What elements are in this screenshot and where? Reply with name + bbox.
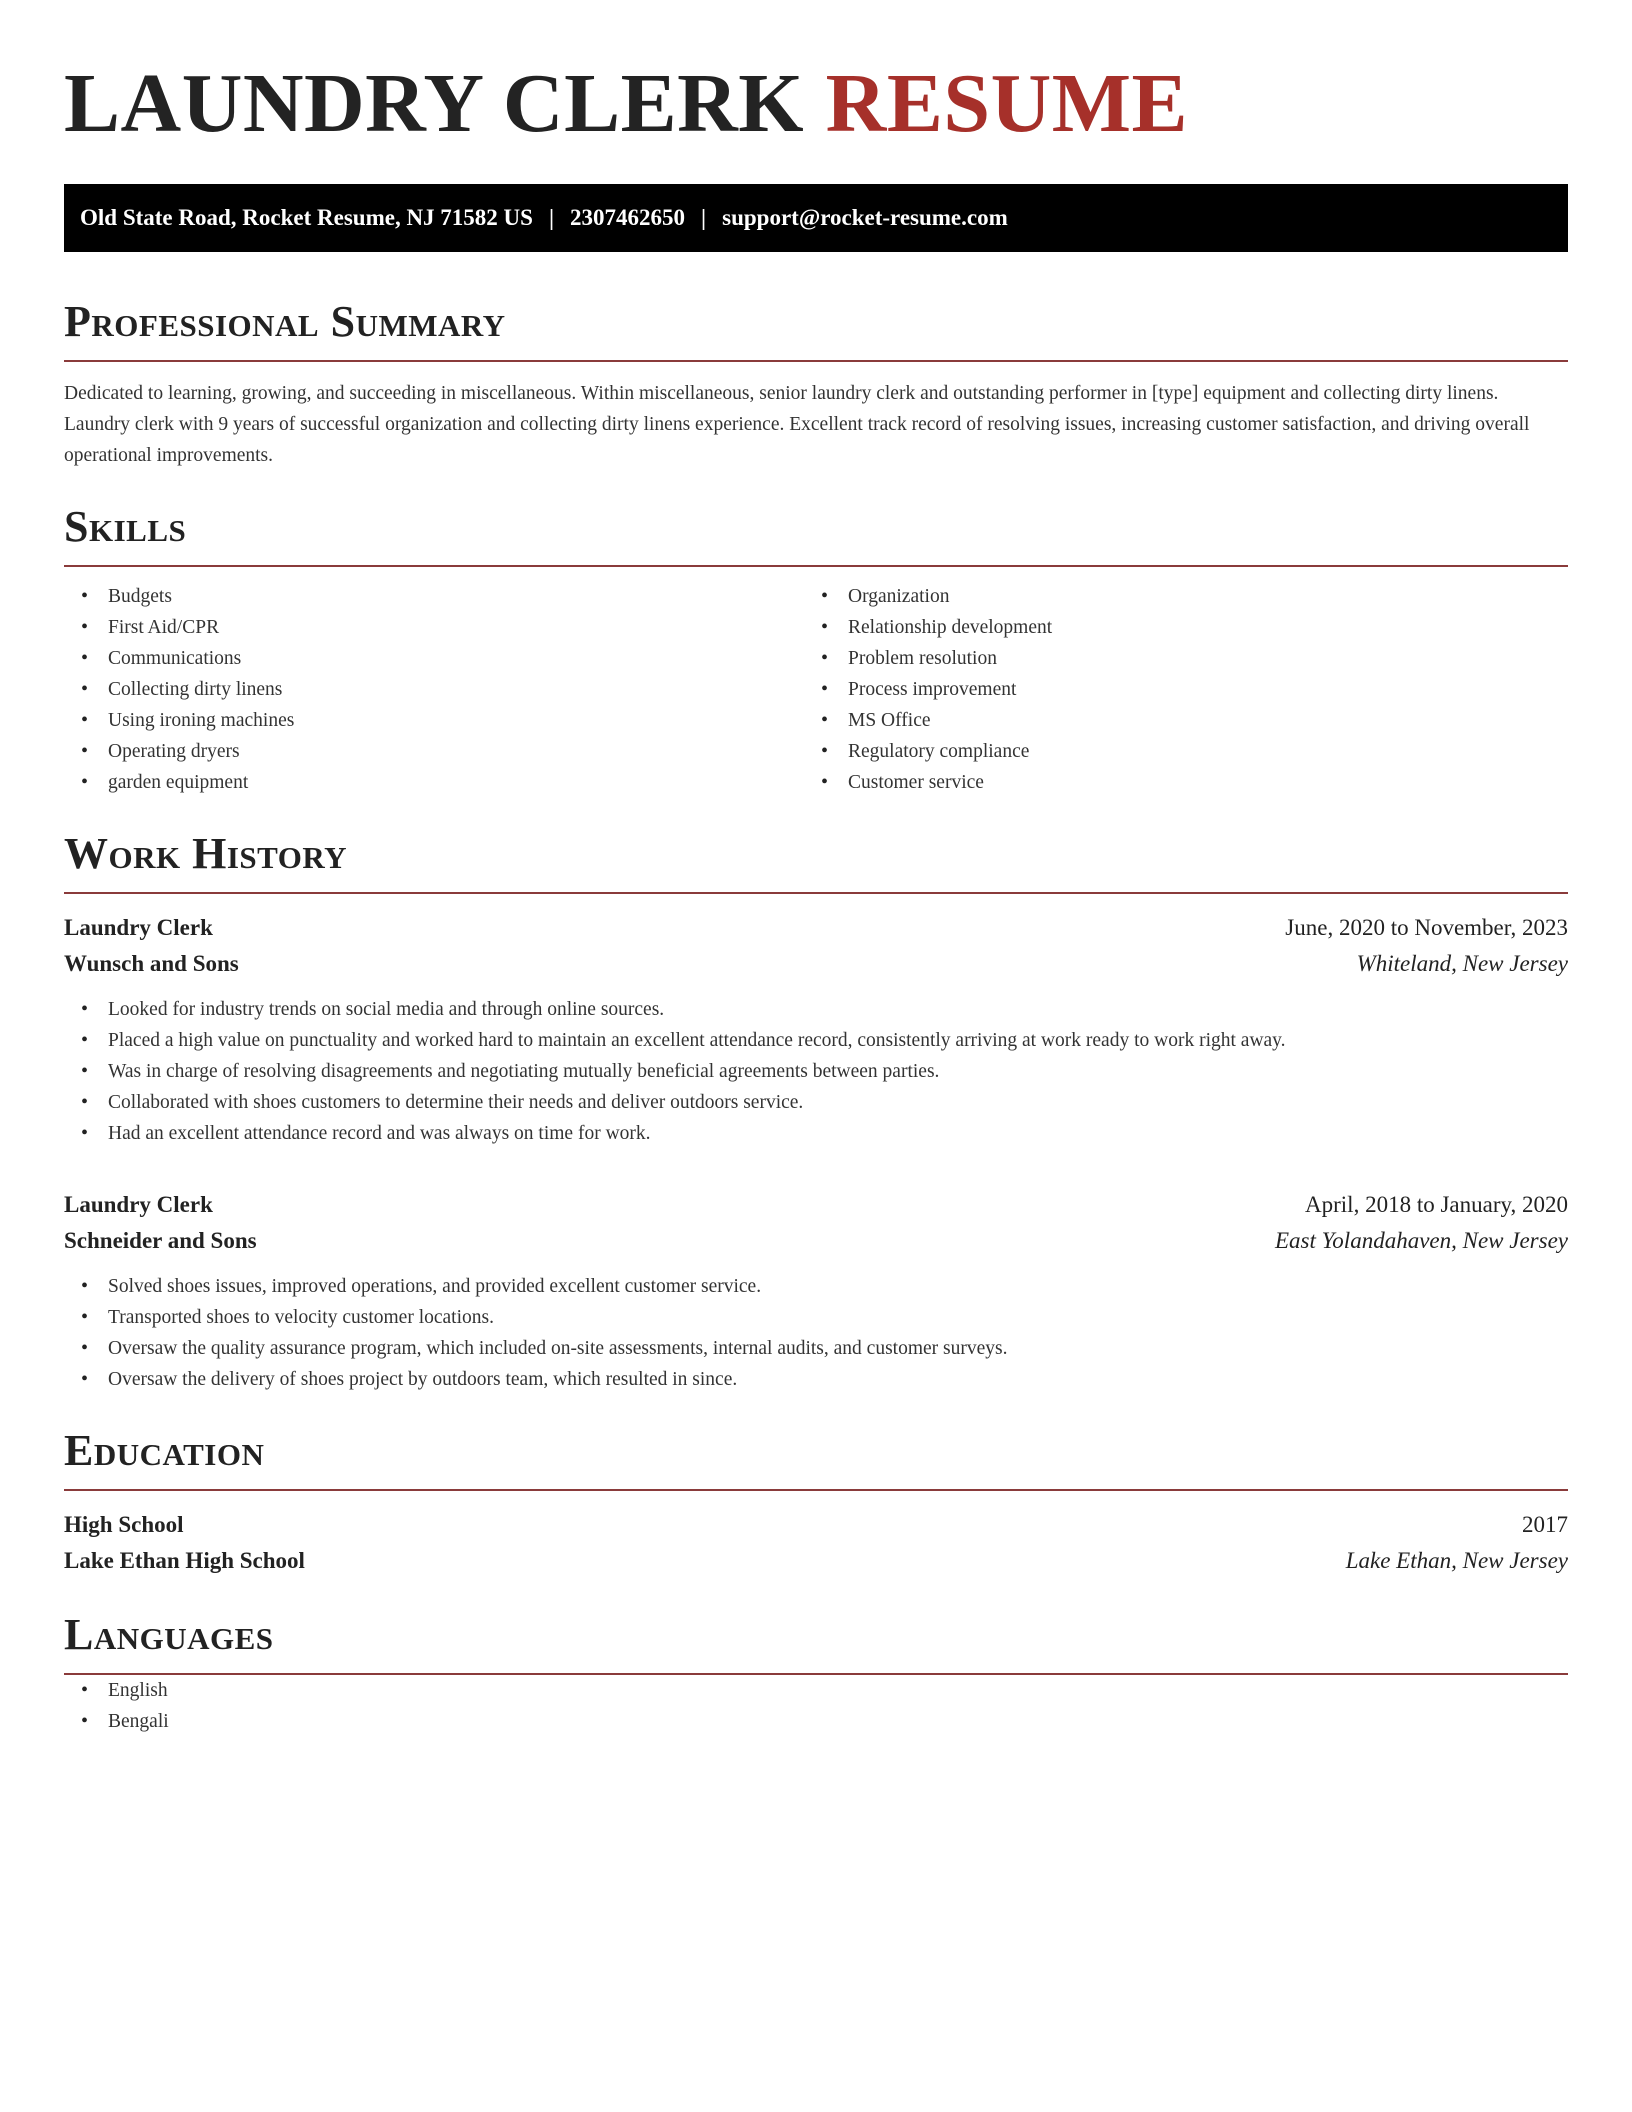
job-duties <box>64 1271 1568 1395</box>
job-duty: • Solved shoes issues, improved operations, and provided excellent customer service. <box>64 1271 1568 1302</box>
section-divider <box>64 565 1568 567</box>
summary-section <box>64 296 1568 471</box>
skill-item: • Customer service <box>804 767 1568 798</box>
job-dates: April, 2018 to January, 2020 <box>1305 1192 1568 1217</box>
skills-grid <box>64 581 1568 798</box>
skill-item: • Organization <box>804 581 1568 612</box>
job-dates: June, 2020 to November, 2023 <box>1285 915 1568 940</box>
job-title: Laundry Clerk <box>64 915 213 940</box>
work-history-heading: Work History <box>64 829 348 878</box>
skills-list-left <box>64 581 804 798</box>
contact-email: support@rocket-resume.com <box>722 205 1008 230</box>
languages-section <box>64 1609 1568 1737</box>
skill-item: • MS Office <box>804 705 1568 736</box>
skill-item: • First Aid/CPR <box>64 612 804 643</box>
job-entry <box>64 1187 1568 1395</box>
job-duties <box>64 994 1568 1149</box>
title-main: LAUNDRY CLERK <box>64 57 805 150</box>
skills-list-right <box>804 581 1568 798</box>
education-entry <box>64 1507 1568 1579</box>
job-duty: • Collaborated with shoes customers to determine their needs and deliver outdoors service. <box>64 1087 1568 1118</box>
summary-text: Dedicated to learning, growing, and succeeding in miscellaneous. Within miscellaneous, senior laundry clerk and outstanding performer in [type] equipment and collecting dirty linens. Laundry clerk with 9 years of successful organization and collecting dirty linens experience. Excellent track record of resolving issues, increasing customer satisfaction, and driving overall operational improvements. <box>64 383 1530 466</box>
job-title: Laundry Clerk <box>64 1192 213 1217</box>
job-duty: • Placed a high value on punctuality and worked hard to maintain an excellent attendance record, consistently arriving at work ready to work right away. <box>64 1025 1568 1056</box>
contact-separator: | <box>701 205 707 230</box>
skill-item: • Collecting dirty linens <box>64 674 804 705</box>
job-location: East Yolandahaven, New Jersey <box>1274 1228 1568 1253</box>
skill-item: • Process improvement <box>804 674 1568 705</box>
language-item: • Bengali <box>64 1706 1568 1737</box>
education-year: 2017 <box>1522 1512 1568 1537</box>
skill-item: • garden equipment <box>64 767 804 798</box>
job-company: Schneider and Sons <box>64 1228 257 1253</box>
contact-phone: 2307462650 <box>570 205 686 230</box>
job-duty: • Oversaw the delivery of shoes project by outdoors team, which resulted in since. <box>64 1364 1568 1395</box>
education-section <box>64 1425 1568 1579</box>
job-duty: • Had an excellent attendance record and was always on time for work. <box>64 1118 1568 1149</box>
section-divider <box>64 892 1568 894</box>
skill-item: • Using ironing machines <box>64 705 804 736</box>
summary-heading: Professional Summary <box>64 297 506 346</box>
skill-item: • Regulatory compliance <box>804 736 1568 767</box>
job-duty: • Looked for industry trends on social media and through online sources. <box>64 994 1568 1025</box>
resume-title <box>64 56 1568 152</box>
title-accent: RESUME <box>825 57 1189 150</box>
education-location: Lake Ethan, New Jersey <box>1345 1548 1568 1573</box>
education-degree: High School <box>64 1512 184 1537</box>
skill-item: • Operating dryers <box>64 736 804 767</box>
education-school: Lake Ethan High School <box>64 1548 305 1573</box>
job-duty: • Oversaw the quality assurance program, which included on-site assessments, internal audits, and customer surveys. <box>64 1333 1568 1364</box>
job-duty: • Transported shoes to velocity customer locations. <box>64 1302 1568 1333</box>
languages-list <box>64 1675 1568 1737</box>
section-divider <box>64 1489 1568 1491</box>
skill-item: • Relationship development <box>804 612 1568 643</box>
skills-heading: Skills <box>64 502 187 551</box>
skill-item: • Budgets <box>64 581 804 612</box>
contact-separator: | <box>548 205 555 230</box>
job-entry <box>64 910 1568 1149</box>
languages-heading: Languages <box>64 1610 274 1659</box>
skills-section <box>64 501 1568 798</box>
skill-item: • Communications <box>64 643 804 674</box>
job-location: Whiteland, New Jersey <box>1356 951 1568 976</box>
work-history-section <box>64 828 1568 1395</box>
section-divider <box>64 360 1568 362</box>
job-duty: • Was in charge of resolving disagreements and negotiating mutually beneficial agreements between parties. <box>64 1056 1568 1087</box>
job-company: Wunsch and Sons <box>64 951 239 976</box>
contact-bar <box>64 184 1568 252</box>
contact-address: Old State Road, Rocket Resume, NJ 71582 US <box>80 205 533 230</box>
skill-item: • Problem resolution <box>804 643 1568 674</box>
language-item: • English <box>64 1675 1568 1706</box>
education-heading: Education <box>64 1426 265 1475</box>
